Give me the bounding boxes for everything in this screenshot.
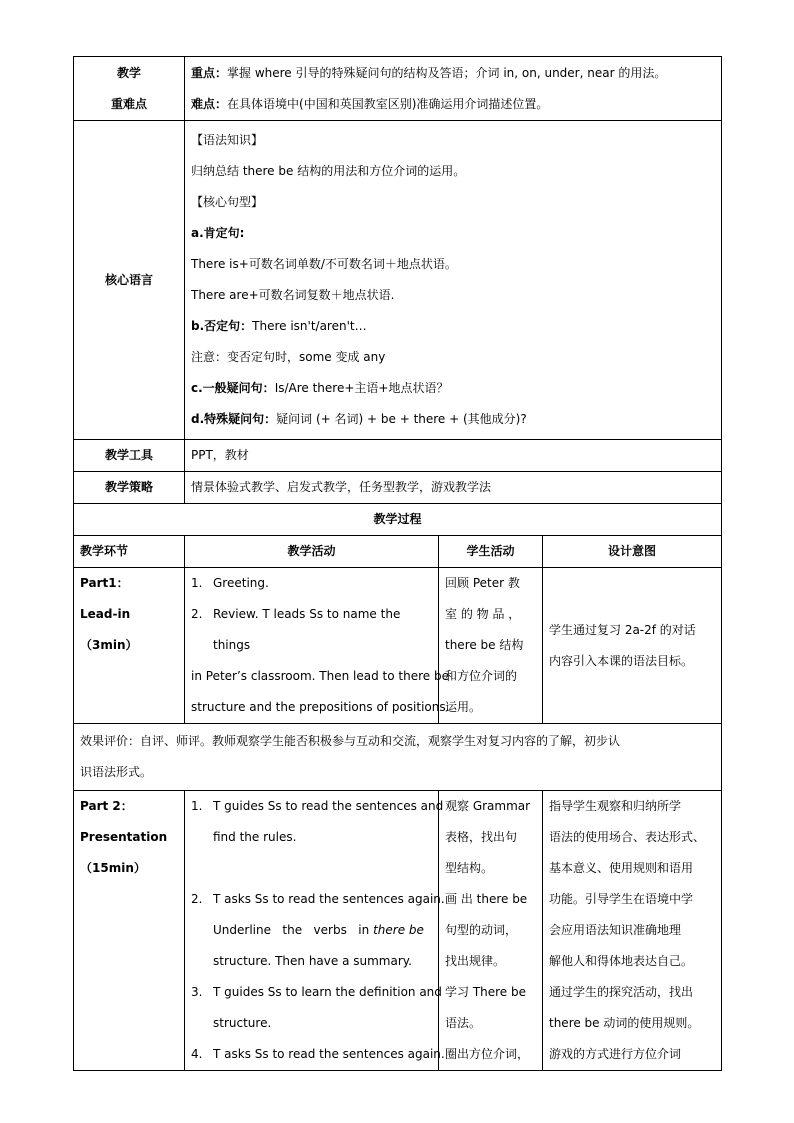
negative-label: b.否定句： xyxy=(191,319,253,333)
tools-label: 教学工具 xyxy=(74,440,185,472)
wh-label: d.特殊疑问句： xyxy=(191,412,277,426)
intent-line: 指导学生观察和归纳所学 xyxy=(549,799,682,813)
part1-time: （3min） xyxy=(80,638,138,652)
process-title-row xyxy=(74,504,722,536)
core-language-label: 核心语言 xyxy=(74,121,185,440)
item-text: structure. xyxy=(213,1016,272,1030)
part2-teacher-activity xyxy=(185,791,445,1071)
item-text-italic: there be xyxy=(373,923,424,937)
intent-line: 通过学生的探究活动，找出 xyxy=(549,985,694,999)
list-item xyxy=(191,599,432,661)
part1-sub: Lead-in xyxy=(80,607,131,621)
grammar-text: 归纳总结 there be 结构的用法和方位介词的运用。 xyxy=(191,164,466,178)
item-text: T asks Ss to read the sentences again. xyxy=(213,1047,445,1061)
focus-label-line2: 重难点 xyxy=(110,96,147,111)
header-teacher-activity: 教学活动 xyxy=(185,536,439,568)
student-line: 句型的动词， xyxy=(445,923,518,937)
grammar-heading: 【语法知识】 xyxy=(191,133,264,147)
wh-text: 疑问词 (+ 名词) + be + there + (其他成分)? xyxy=(276,412,527,426)
key-point-text: 掌握 where 引导的特殊疑问句的结构及答语；介词 in, on, under, near 的用法。 xyxy=(227,65,667,80)
focus-label xyxy=(74,57,185,121)
part1-teacher-activity xyxy=(185,568,450,724)
intent-line: 基本意义、使用规则和语用 xyxy=(549,861,694,875)
focus-content xyxy=(185,57,722,121)
header-stage: 教学环节 xyxy=(74,536,185,568)
part1-name: Part1： xyxy=(80,576,129,590)
evaluation-text xyxy=(74,724,722,791)
tools-row xyxy=(74,440,722,472)
student-line: 表格，找出句 xyxy=(445,830,518,844)
item-text: Underline the verbs in xyxy=(213,923,370,937)
header-student-activity: 学生活动 xyxy=(439,536,543,568)
item-text: T asks Ss to read the sentences again. xyxy=(213,892,445,906)
item-number: 4. xyxy=(191,1047,203,1061)
intent-line: 游戏的方式进行方位介词 xyxy=(549,1047,682,1061)
affirmative-line1: There is+可数名词单数/不可数名词＋地点状语。 xyxy=(191,257,457,271)
part1-stage xyxy=(74,568,185,724)
list-item xyxy=(191,1039,445,1070)
part2-name: Part 2： xyxy=(80,799,133,813)
activity-cont-line: in Peter’s classroom. Then lead to there be xyxy=(191,669,449,683)
list-item xyxy=(191,884,445,977)
student-line: 室 的 物 品 ， xyxy=(445,607,521,621)
item-text: T guides Ss to read the sentences and xyxy=(213,799,444,813)
student-line: 回顾 Peter 教 xyxy=(445,576,520,590)
list-item xyxy=(191,791,444,853)
key-point-label: 重点： xyxy=(191,65,228,80)
intent-line: 功能。引导学生在语境中学 xyxy=(549,892,694,906)
part2-stage xyxy=(74,791,185,1071)
process-title: 教学过程 xyxy=(74,504,722,536)
student-line: 和方位介词的 xyxy=(445,669,518,683)
part2-time: （15min） xyxy=(80,861,146,875)
item-text: structure. Then have a summary. xyxy=(213,954,412,968)
student-line: 型结构。 xyxy=(445,861,494,875)
student-line: 画 出 there be xyxy=(445,892,528,906)
intent-line: 内容引入本课的语法目标。 xyxy=(549,653,694,668)
list-item xyxy=(191,977,442,1039)
process-header-row xyxy=(74,536,722,568)
item-text: Greeting. xyxy=(213,576,269,590)
student-line: 观察 Grammar xyxy=(445,799,531,813)
intent-line: 语法的使用场合、表达形式、 xyxy=(549,830,706,844)
sentence-heading: 【核心句型】 xyxy=(191,195,264,209)
lesson-plan-table xyxy=(73,56,722,1071)
part2-sub: Presentation xyxy=(80,830,168,844)
intent-line: there be 动词的使用规则。 xyxy=(549,1016,700,1030)
activity-cont-line: structure and the prepositions of positions. xyxy=(191,700,450,714)
difficulty-label: 难点： xyxy=(191,96,228,111)
student-line: 学习 There be xyxy=(445,985,527,999)
intent-line: 会应用语法知识准确地理 xyxy=(549,923,682,937)
intent-line: 解他人和得体地表达自己。 xyxy=(549,954,694,968)
difficulty-text: 在具体语境中(中国和英国教室区别)准确运用介词描述位置。 xyxy=(227,96,549,111)
item-number: 2. xyxy=(191,892,203,906)
item-text: Review. T leads Ss to name the things xyxy=(213,607,401,652)
affirmative-line2: There are+可数名词复数＋地点状语. xyxy=(191,288,395,302)
yesno-label: c.一般疑问句： xyxy=(191,381,275,395)
focus-row xyxy=(74,57,722,121)
header-design-intent: 设计意图 xyxy=(543,536,722,568)
item-number: 1. xyxy=(191,576,203,590)
part2-row xyxy=(74,791,722,1071)
item-number: 2. xyxy=(191,607,203,621)
student-line: there be 结构 xyxy=(445,638,524,652)
item-number: 3. xyxy=(191,985,203,999)
part1-row xyxy=(74,568,722,724)
tools-value: PPT，教材 xyxy=(185,440,722,472)
focus-label-line1: 教学 xyxy=(116,65,141,80)
student-line: 找出规律。 xyxy=(445,954,506,968)
evaluation-row xyxy=(74,724,722,791)
student-line: 圈出方位介词， xyxy=(445,1047,530,1061)
list-item xyxy=(191,568,432,599)
affirmative-label: a.肯定句: xyxy=(191,226,245,240)
evaluation-line2: 识语法形式。 xyxy=(80,765,153,779)
spacer xyxy=(191,853,432,884)
part1-student-activity xyxy=(439,568,543,724)
intent-line: 学生通过复习 2a-2f 的对话 xyxy=(549,622,696,637)
note-text: 注意：变否定句时，some 变成 any xyxy=(191,350,386,364)
item-number: 1. xyxy=(191,799,203,813)
strategy-value: 情景体验式教学、启发式教学，任务型教学，游戏教学法 xyxy=(185,472,722,504)
part1-design-intent xyxy=(543,568,722,724)
part2-design-intent xyxy=(543,791,722,1071)
part2-student-activity xyxy=(439,791,543,1071)
item-text: T guides Ss to learn the definition and xyxy=(213,985,442,999)
strategy-label: 教学策略 xyxy=(74,472,185,504)
strategy-row xyxy=(74,472,722,504)
negative-text: There isn't/aren't… xyxy=(252,319,367,333)
core-language-row xyxy=(74,121,722,440)
yesno-text: Is/Are there+主语+地点状语？ xyxy=(274,381,449,395)
student-line: 语法。 xyxy=(445,1016,482,1030)
core-language-content xyxy=(185,121,722,440)
student-line: 运用。 xyxy=(445,700,482,714)
item-text: find the rules. xyxy=(213,830,297,844)
evaluation-line1: 效果评价：自评、师评。教师观察学生能否积极参与互动和交流，观察学生对复习内容的了解，初步认 xyxy=(80,734,621,748)
